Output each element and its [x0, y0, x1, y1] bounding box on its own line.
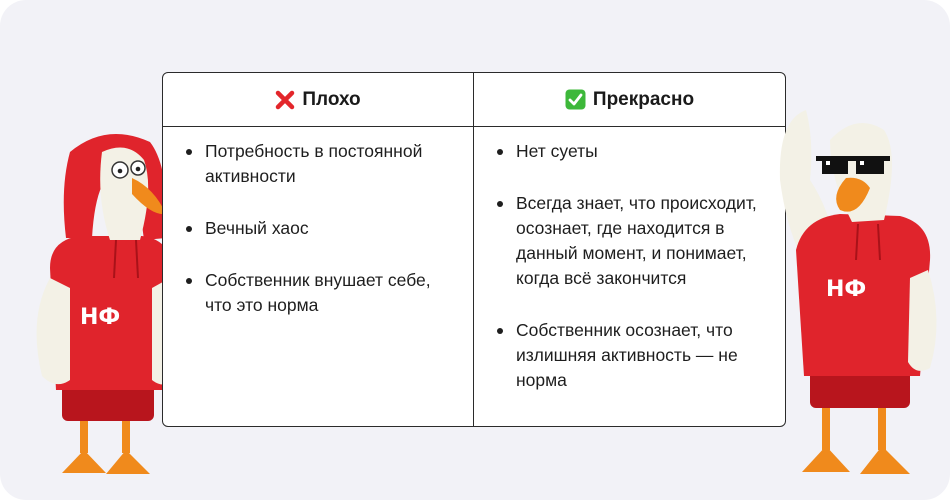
- list-item: Потребность в постоянной активности: [183, 139, 459, 189]
- list-item: Собственник осознает, что излишняя активность — не норма: [494, 318, 771, 393]
- hoodie-logo: НФ: [80, 305, 121, 330]
- check-icon: [565, 89, 586, 110]
- good-list: [494, 139, 771, 393]
- list-item: Всегда знает, что происходит, осознает, где находится в данный момент, и понимает, когда всё закончится: [494, 191, 771, 291]
- good-column-body: [474, 127, 785, 426]
- cross-icon: [275, 90, 295, 110]
- bad-list: [183, 139, 459, 318]
- good-column-title: Прекрасно: [592, 88, 695, 110]
- bad-column-header: [163, 73, 474, 127]
- list-item: Вечный хаос: [183, 216, 459, 241]
- bad-column-title: Плохо: [302, 88, 361, 110]
- list-item: Собственник внушает себе, что это норма: [183, 268, 459, 318]
- bad-column-body: [163, 127, 474, 426]
- list-item: Нет суеты: [494, 139, 771, 164]
- comparison-table: [162, 72, 786, 427]
- right-goose-mascot: [760, 100, 945, 485]
- hoodie-logo: НФ: [826, 277, 867, 302]
- good-column-header: [474, 73, 785, 127]
